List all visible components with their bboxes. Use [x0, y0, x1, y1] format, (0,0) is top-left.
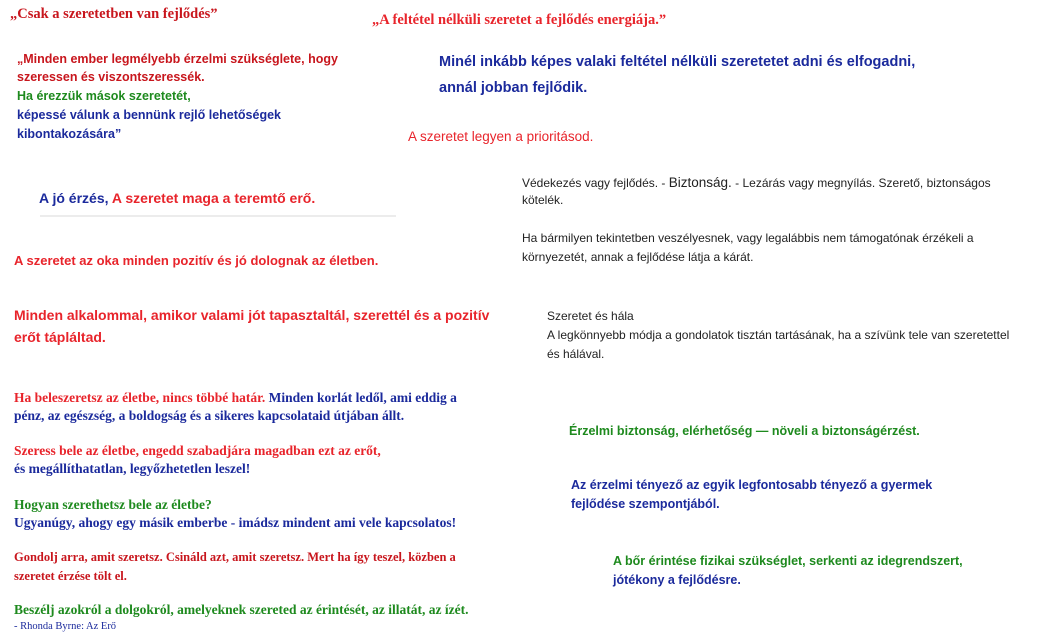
fall-in-love-line1a: Ha beleszeretsz az életbe, nincs többé határ.: [14, 390, 266, 405]
security-text: Érzelmi biztonság, elérhetőség — növeli a biztonságérzést.: [569, 424, 920, 438]
skin-line1: A bőr érintése fizikai szükséglet, serkenti az idegrendszert,: [613, 554, 963, 568]
skin-line2: jótékony a fejlődésre.: [613, 573, 741, 587]
how-line2: Ugyanúgy, ahogy egy másik emberbe - imádsz mindent ami vele kapcsolatos!: [14, 515, 457, 530]
defense-line1c: - Lezárás vagy megnyílás. Szerető, biztonságos: [735, 176, 991, 190]
quote1-line3: Ha érezzük mások szeretetét,: [17, 89, 191, 103]
every-time-line2: erőt tápláltad.: [14, 329, 106, 345]
capable-line1: Minél inkább képes valaki feltétel nélküli szeretetet adni és elfogadni,: [439, 54, 916, 70]
fall-in-love-line1b: Minden korlát ledől, ami eddig a: [268, 390, 457, 405]
divider-line: [40, 215, 396, 217]
title-left: „Csak a szeretetben van fejlődés”: [10, 6, 218, 22]
every-time-line1: Minden alkalommal, amikor valami jót tapasztaltál, szerettél és a pozitív: [14, 307, 490, 323]
title-right: „A feltétel nélküli szeretet a fejlődés energiája.”: [372, 12, 667, 28]
reason-text: A szeretet az oka minden pozitív és jó dolognak az életben.: [14, 253, 379, 268]
priority-text: A szeretet legyen a prioritásod.: [408, 129, 594, 144]
quote1-line1: „Minden ember legmélyebb érzelmi szükséglete, hogy: [17, 52, 338, 66]
good-feeling: [39, 189, 315, 207]
quote1-line2: szeressen és viszontszeressék.: [17, 70, 205, 84]
emotional-factor-line2: fejlődése szempontjából.: [571, 497, 720, 511]
emotional-factor-line1: Az érzelmi tényező az egyik legfontosabb tényező a gyermek: [571, 478, 933, 492]
think-line1: Gondolj arra, amit szeretsz. Csináld azt, amit szeretsz. Mert ha így teszel, közben a: [14, 550, 456, 564]
love-life-line1: Szeress bele az életbe, engedd szabadjára magadban ezt az erőt,: [14, 443, 381, 458]
fall-in-love-line2: pénz, az egészség, a boldogság és a sikeres kapcsolataid útjában állt.: [14, 408, 405, 423]
defense-line1a: Védekezés vagy fejlődés. -: [522, 176, 666, 190]
attribution: - Rhonda Byrne: Az Erő: [14, 621, 117, 632]
love-life-line2: és megállíthatatlan, legyőzhetetlen leszel!: [14, 461, 251, 476]
capable-line2: annál jobban fejlődik.: [439, 80, 588, 96]
defense-line4: környezetét, annak a fejlődése látja a kárát.: [522, 250, 754, 264]
defense-line3: Ha bármilyen tekintetben veszélyesnek, vagy legalábbis nem támogatónak érzékeli a: [522, 231, 974, 245]
gratitude-line1: A legkönnyebb módja a gondolatok tisztán tartásának, ha a szívünk tele van szeretettel: [547, 328, 1010, 342]
defense-line1b: Biztonság.: [668, 175, 732, 190]
quote1-line5: kibontakozására”: [17, 127, 122, 141]
good-feeling-part1: A jó érzés,: [39, 190, 109, 206]
defense-line2: kötelék.: [522, 193, 564, 207]
gratitude-title: Szeretet és hála: [547, 309, 634, 323]
gratitude-line2: és hálával.: [547, 347, 605, 361]
quote1-line4: képessé válunk a bennünk rejlő lehetőségek: [17, 108, 281, 122]
fall-in-love-line1: [14, 389, 457, 407]
good-feeling-part2: A szeretet maga a teremtő erő.: [111, 190, 316, 206]
defense-line1: [522, 174, 991, 192]
talk-text: Beszélj azokról a dolgokról, amelyeknek szereted az érintését, az illatát, az ízét.: [14, 602, 469, 617]
how-line1: Hogyan szerethetsz bele az életbe?: [14, 497, 212, 512]
think-line2: szeretet érzése tölt el.: [14, 569, 127, 583]
